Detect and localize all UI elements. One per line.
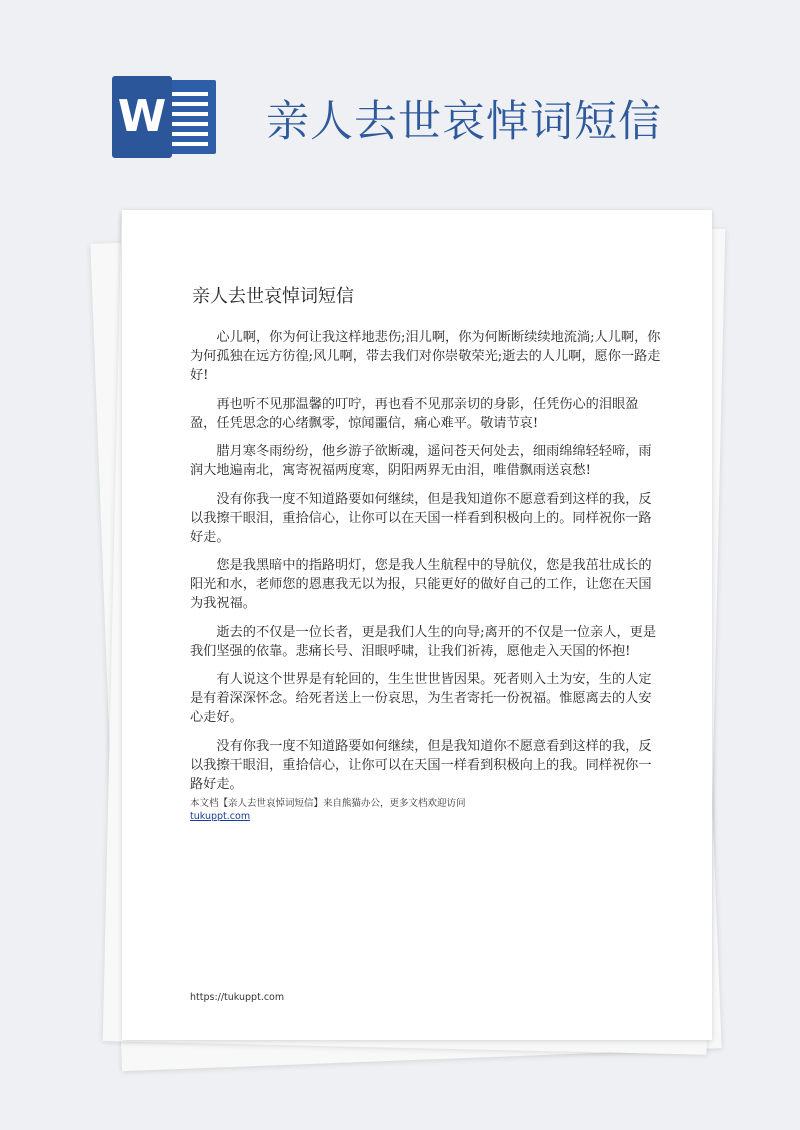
paragraph: 心儿啊，你为何让我这样地悲伤;泪儿啊，你为何断断续续地流淌;人儿啊，你为何孤独在远方彷徨;风儿啊，带去我们对你崇敬荣光;逝去的人儿啊，愿你一路走好! (190, 330, 661, 383)
paragraph: 再也听不见那温馨的叮咛，再也看不见那亲切的身影，任凭伤心的泪眼盈盈，任凭思念的心绪飘零，惊闻噩信，痛心难平。敬请节哀! (190, 396, 639, 431)
paragraph: 您是我黑暗中的指路明灯，您是我人生航程中的导航仪，您是我茁壮成长的阳光和水，老师您的恩惠我无以为报，只能更好的做好自己的工作，让您在天国为我祝福。 (190, 558, 652, 611)
footnote-text: 本文档【亲人去世哀悼词短信】来自熊猫办公，更多文档欢迎访问 (190, 798, 466, 809)
header-title: 亲人去世哀悼词短信 (266, 97, 662, 147)
word-letter-icon: W (112, 76, 172, 158)
document-title: 亲人去世哀悼词短信 (192, 286, 354, 307)
document-page (122, 210, 712, 1040)
footer-url: https://tukuppt.com (190, 992, 285, 1003)
footnote-link[interactable]: tukuppt.com (190, 811, 251, 822)
source-footnote (190, 797, 466, 823)
paragraph: 没有你我一度不知道路要如何继续，但是我知道你不愿意看到这样的我，反以我擦干眼泪，重拾信心，让你可以在天国一样看到积极向上的。同样祝你一路好走。 (190, 491, 652, 545)
paragraph: 有人说这个世界是有轮回的，生生世世皆因果。死者则入土为安，生的人定是有着深深怀念。给死者送上一份哀思，为生者寄托一份祝福。惟愿离去的人安心走好。 (190, 672, 652, 725)
word-logo (112, 76, 216, 158)
document-body (190, 328, 662, 803)
paragraph: 没有你我一度不知道路要如何继续，但是我知道你不愿意看到这样的我，反以我擦干眼泪，重拾信心，让你可以在天国一样看到积极向上的我。同样祝你一路好走。 (190, 738, 652, 792)
paragraph: 逝去的不仅是一位长者，更是我们人生的向导;离开的不仅是一位亲人，更是我们坚强的依靠。悲痛长号、泪眼呼啸，让我们祈祷，愿他走入天国的怀抱! (190, 624, 657, 659)
paragraph: 腊月寒冬雨纷纷，他乡游子欲断魂，遥问苍天何处去，细雨绵绵轻轻啼，雨润大地遍南北，寓寄祝福两度寒，阴阳两界无由泪，唯借飘雨送哀愁! (190, 444, 652, 478)
